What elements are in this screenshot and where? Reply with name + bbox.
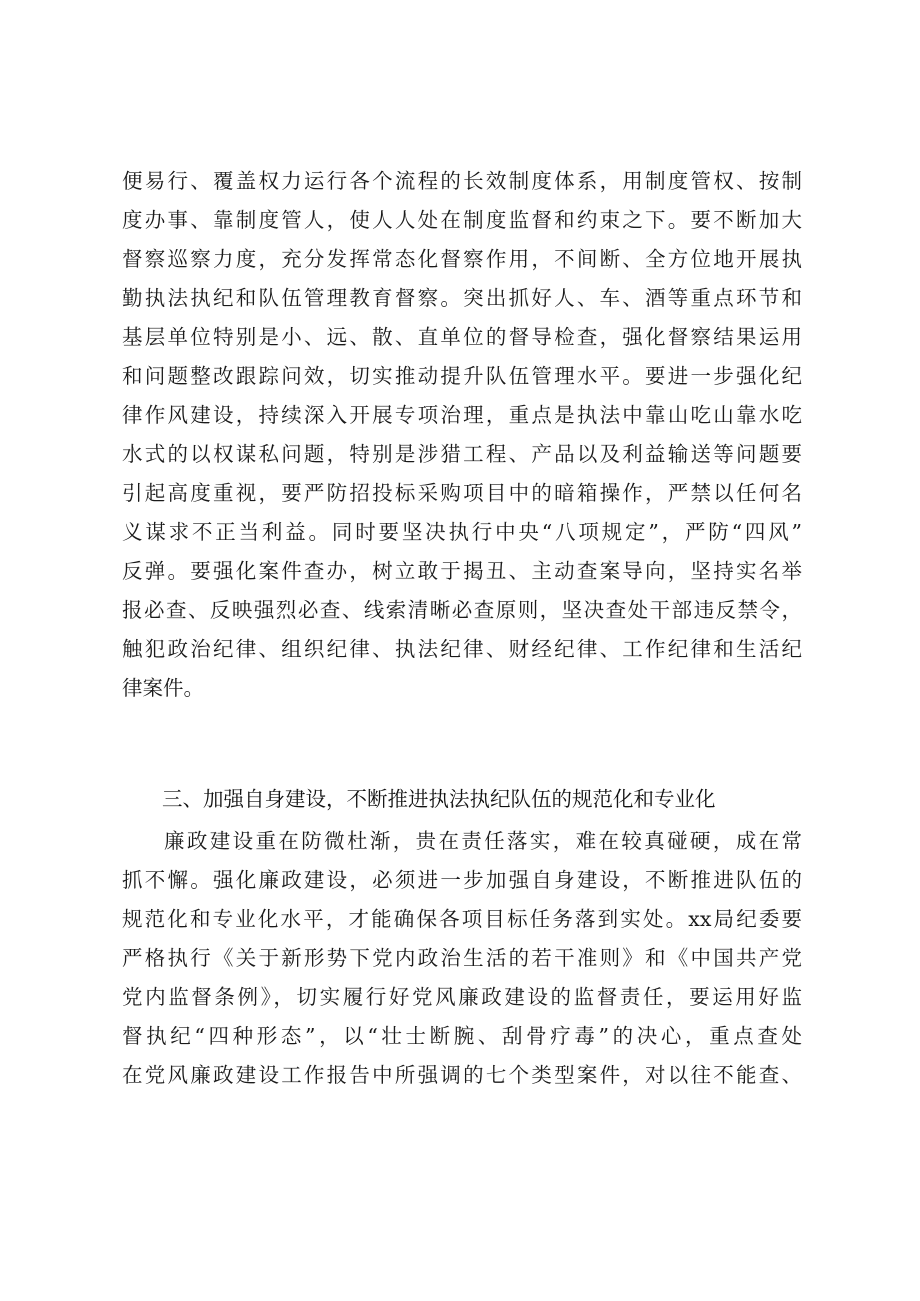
paragraph-line: 引起高度重视，要严防招投标采购项目中的暗箱操作，严禁以任何名 [122,481,802,505]
paragraph-line: 严格执行《关于新形势下党内政治生活的若干准则》和《中国共产党 [122,946,802,970]
paragraph-continued [122,162,802,708]
paragraph-line: 水式的以权谋私问题，特别是涉猎工程、产品以及利益输送等问题要 [122,442,802,466]
paragraph-line: 度办事、靠制度管人，使人人处在制度监督和约束之下。要不断加大 [122,208,802,232]
paragraph-line: 廉政建设重在防微杜渐，贵在责任落实，难在较真碰硬，成在常 [164,829,802,853]
paragraph-line: 规范化和专业化水平，才能确保各项目标任务落到实处。xx局纪委要 [122,907,802,931]
paragraph-line: 反弹。要强化案件查办，树立敢于揭丑、主动查案导向，坚持实名举 [122,559,802,583]
paragraph-line: 在党风廉政建设工作报告中所强调的七个类型案件，对以往不能查、 [122,1063,802,1087]
paragraph-line: 抓不懈。强化廉政建设，必须进一步加强自身建设，不断推进队伍的 [122,868,802,892]
paragraph-line: 督察巡察力度，充分发挥常态化督察作用，不间断、全方位地开展执 [122,247,802,271]
paragraph-line: 报必查、反映强烈必查、线索清晰必查原则，坚决查处干部违反禁令， [122,598,802,622]
paragraph-line: 义谋求不正当利益。同时要坚决执行中央“八项规定”，严防“四风” [122,520,802,544]
paragraph-line: 律案件。 [122,676,204,700]
paragraph-line: 律作风建设，持续深入开展专项治理，重点是执法中靠山吃山靠水吃 [122,403,802,427]
section-heading: 三、加强自身建设，不断推进执法执纪队伍的规范化和专业化 [162,787,716,811]
paragraph-line: 督执纪“四种形态”，以“壮士断腕、刮骨疗毒”的决心，重点查处 [122,1024,802,1048]
paragraph-line: 党内监督条例》，切实履行好党风廉政建设的监督责任，要运用好监 [122,985,802,1009]
paragraph-line: 和问题整改跟踪问效，切实推动提升队伍管理水平。要进一步强化纪 [122,364,802,388]
paragraph-line: 勤执法执纪和队伍管理教育督察。突出抓好人、车、酒等重点环节和 [122,286,802,310]
paragraph-line: 触犯政治纪律、组织纪律、执法纪律、财经纪律、工作纪律和生活纪 [122,637,802,661]
paragraph-line: 便易行、覆盖权力运行各个流程的长效制度体系，用制度管权、按制 [122,169,802,193]
paragraph-line: 基层单位特别是小、远、散、直单位的督导检查，强化督察结果运用 [122,325,802,349]
paragraph-section-three [122,822,802,1095]
